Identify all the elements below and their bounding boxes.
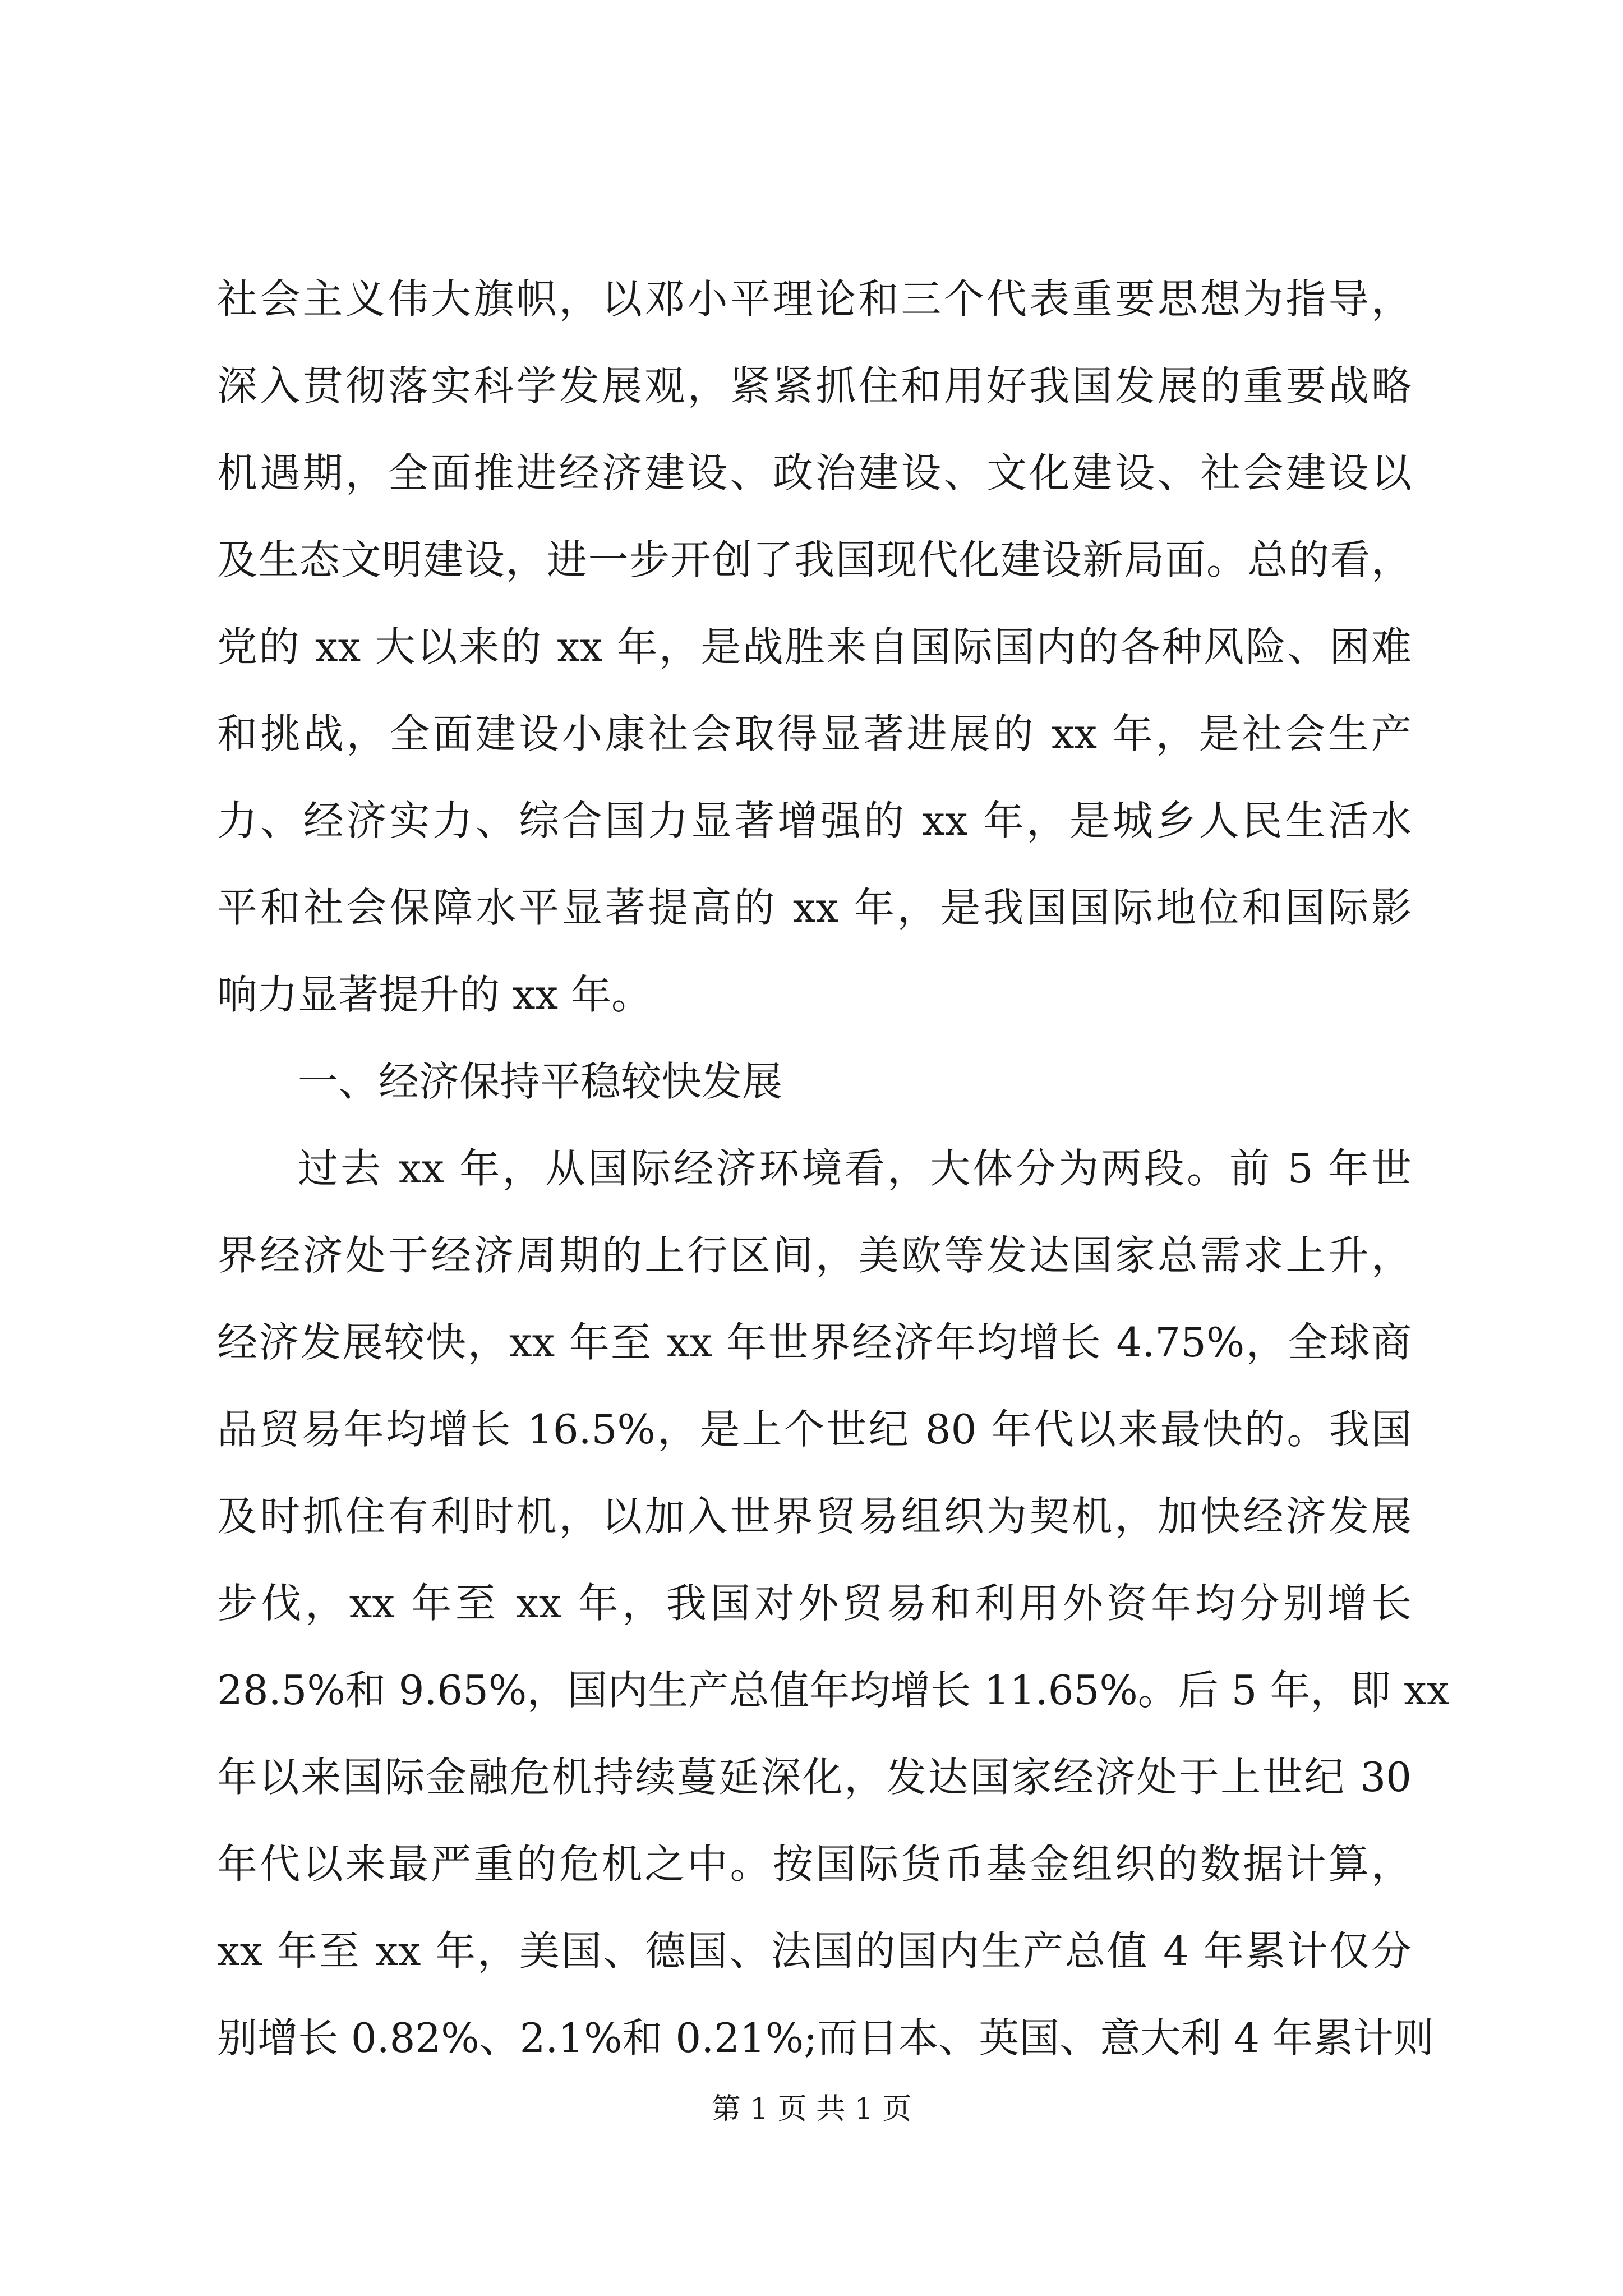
section-heading: 一、经济保持平稳较快发展	[298, 1058, 783, 1105]
page-footer: 第 1 页 共 1 页	[711, 2092, 912, 2126]
paragraph-line: 平和社会保障水平显著提高的 xx 年，是我国国际地位和国际影	[217, 884, 1412, 931]
paragraph-line: 界经济处于经济周期的上行区间，美欧等发达国家总需求上升，	[217, 1232, 1412, 1279]
paragraph-line: xx 年至 xx 年，美国、德国、法国的国内生产总值 4 年累计仅分	[217, 1927, 1412, 1975]
paragraph-line: 深入贯彻落实科学发展观，紧紧抓住和用好我国发展的重要战略	[217, 362, 1412, 409]
paragraph-line: 28.5%和 9.65%，国内生产总值年均增长 11.65%。后 5 年，即 xx	[217, 1667, 1450, 1714]
paragraph-line: 及时抓住有利时机，以加入世界贸易组织为契机，加快经济发展	[217, 1493, 1412, 1540]
paragraph-line: 及生态文明建设，进一步开创了我国现代化建设新局面。总的看，	[217, 536, 1412, 583]
paragraph-line: 社会主义伟大旗帜，以邓小平理论和三个代表重要思想为指导，	[217, 275, 1412, 323]
paragraph-line: 响力显著提升的 xx 年。	[217, 971, 652, 1018]
paragraph-line: 品贸易年均增长 16.5%，是上个世纪 80 年代以来最快的。我国	[217, 1406, 1412, 1453]
paragraph-line: 年以来国际金融危机持续蔓延深化，发达国家经济处于上世纪 30	[217, 1754, 1412, 1801]
paragraph-line: 力、经济实力、综合国力显著增强的 xx 年，是城乡人民生活水	[217, 797, 1412, 844]
paragraph-line: 机遇期，全面推进经济建设、政治建设、文化建设、社会建设以	[217, 449, 1412, 496]
paragraph-line: 步伐，xx 年至 xx 年，我国对外贸易和利用外资年均分别增长	[217, 1580, 1412, 1627]
paragraph-line: 和挑战，全面建设小康社会取得显著进展的 xx 年，是社会生产	[217, 710, 1412, 757]
paragraph-line: 年代以来最严重的危机之中。按国际货币基金组织的数据计算，	[217, 1841, 1412, 1888]
paragraph-line: 过去 xx 年，从国际经济环境看，大体分为两段。前 5 年世	[298, 1145, 1412, 1192]
paragraph-line: 别增长 0.82%、2.1%和 0.21%;而日本、英国、意大利 4 年累计则	[217, 2014, 1434, 2062]
paragraph-line: 经济发展较快，xx 年至 xx 年世界经济年均增长 4.75%，全球商	[217, 1319, 1412, 1366]
paragraph-line: 党的 xx 大以来的 xx 年，是战胜来自国际国内的各种风险、困难	[217, 623, 1412, 670]
